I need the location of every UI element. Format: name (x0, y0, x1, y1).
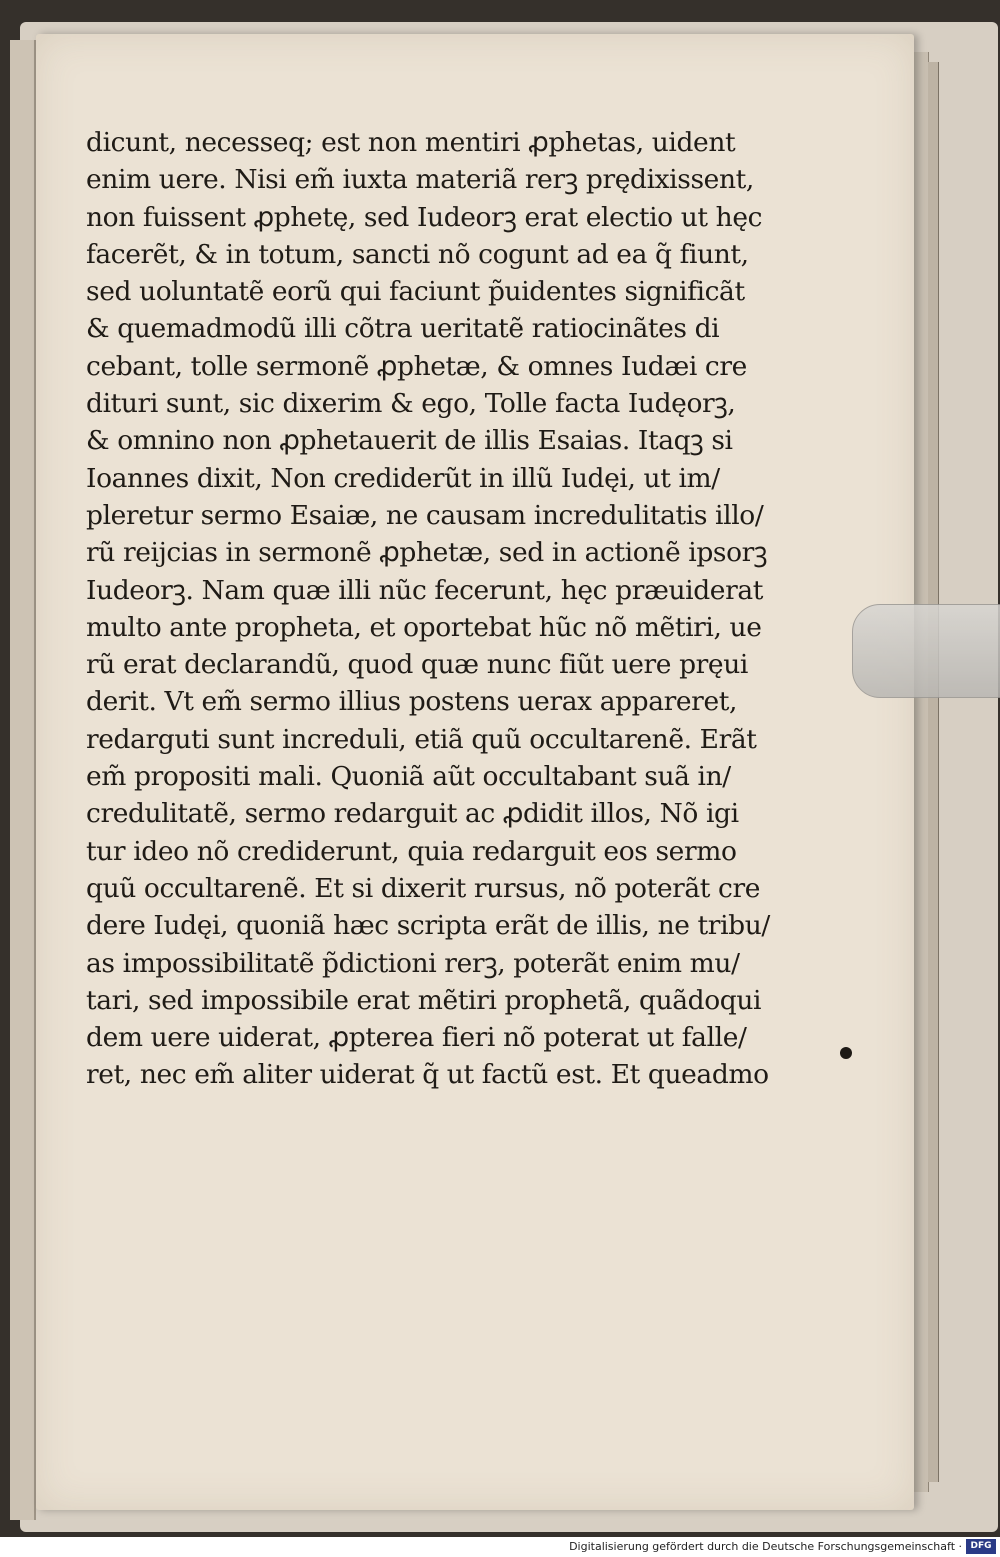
text-line: & quemadmodũ illi cõtra ueritatẽ ratiocinãtes di (86, 313, 720, 345)
text-line: dere Iudęi, quoniã hæc scripta erãt de illis, ne tribu/ (86, 910, 770, 942)
page-stack-edge (912, 52, 929, 1492)
funding-credit: Digitalisierung gefördert durch die Deutsche Forschungsgemeinschaft · (569, 1540, 962, 1553)
text-line: facerẽt, & in totum, sancti nõ cogunt ad ea q̃ fiunt, (86, 238, 749, 270)
text-line: redarguti sunt increduli, etiã quũ occultarenẽ. Erãt (86, 723, 757, 755)
footer-bar (0, 1537, 1000, 1557)
text-line: em̃ propositi mali. Quoniã aũt occultabant suã in/ (86, 761, 731, 793)
text-line: Ioannes dixit, Non crediderũt in illũ Iudęi, ut im/ (86, 462, 720, 494)
text-line: multo ante propheta, et oportebat hũc nõ mẽtiri, ue (86, 611, 762, 643)
dfg-logo: DFG (966, 1539, 996, 1554)
page-stack-edge-inner (928, 62, 939, 1482)
previous-page-edge (10, 40, 36, 1520)
text-line: tur ideo nõ crediderunt, quia redarguit eos sermo (86, 835, 737, 867)
text-line: ret, nec em̃ aliter uiderat q̃ ut factũ est. Et queadmo (86, 1059, 769, 1091)
text-line: & omnino non ꝓphetauerit de illis Esaias. Itaqꝫ si (86, 425, 733, 457)
text-line: dem uere uiderat, ꝓpterea fieri nõ poterat ut falle/ (86, 1022, 747, 1054)
page-text-block (86, 124, 770, 1094)
text-line: non fuissent ꝓphetę, sed Iudeorꝫ erat electio ut hęc (86, 201, 763, 233)
text-line: Iudeorꝫ. Nam quæ illi nũc fecerunt, hęc præuiderat (86, 574, 763, 606)
text-line: rũ reijcias in sermonẽ ꝓphetæ, sed in actionẽ ipsorꝫ (86, 537, 768, 569)
text-line: cebant, tolle sermonẽ ꝓphetæ, & omnes Iudæi cre (86, 350, 747, 382)
text-line: credulitatẽ, sermo redarguit ac ꝓdidit illos, Nõ igi (86, 798, 739, 830)
text-line: dituri sunt, sic dixerim & ego, Tolle facta Iudęorꝫ, (86, 388, 736, 420)
text-line: dicunt, necesseq; est non mentiri ꝓphetas, uident (86, 127, 736, 158)
text-line: enim uere. Nisi em̃ iuxta materiã rerꝫ prędixissent, (86, 164, 754, 196)
text-line: quũ occultarenẽ. Et si dixerit rursus, nõ poterãt cre (86, 872, 761, 904)
ink-dot (840, 1047, 852, 1059)
text-line: pleretur sermo Esaiæ, ne causam incredulitatis illo/ (86, 499, 764, 531)
text-line: tari, sed impossibile erat mẽtiri prophetã, quãdoqui (86, 984, 762, 1016)
text-line: derit. Vt em̃ sermo illius postens uerax appareret, (86, 686, 738, 718)
page-holder-clip (852, 604, 1000, 698)
text-line: rũ erat declarandũ, quod quæ nunc fiũt uere pręui (86, 649, 748, 681)
text-line: sed uoluntatẽ eorũ qui faciunt p̃uidentes significãt (86, 276, 745, 308)
text-line: as impossibilitatẽ p̃dictioni rerꝫ, poterãt enim mu/ (86, 947, 740, 979)
